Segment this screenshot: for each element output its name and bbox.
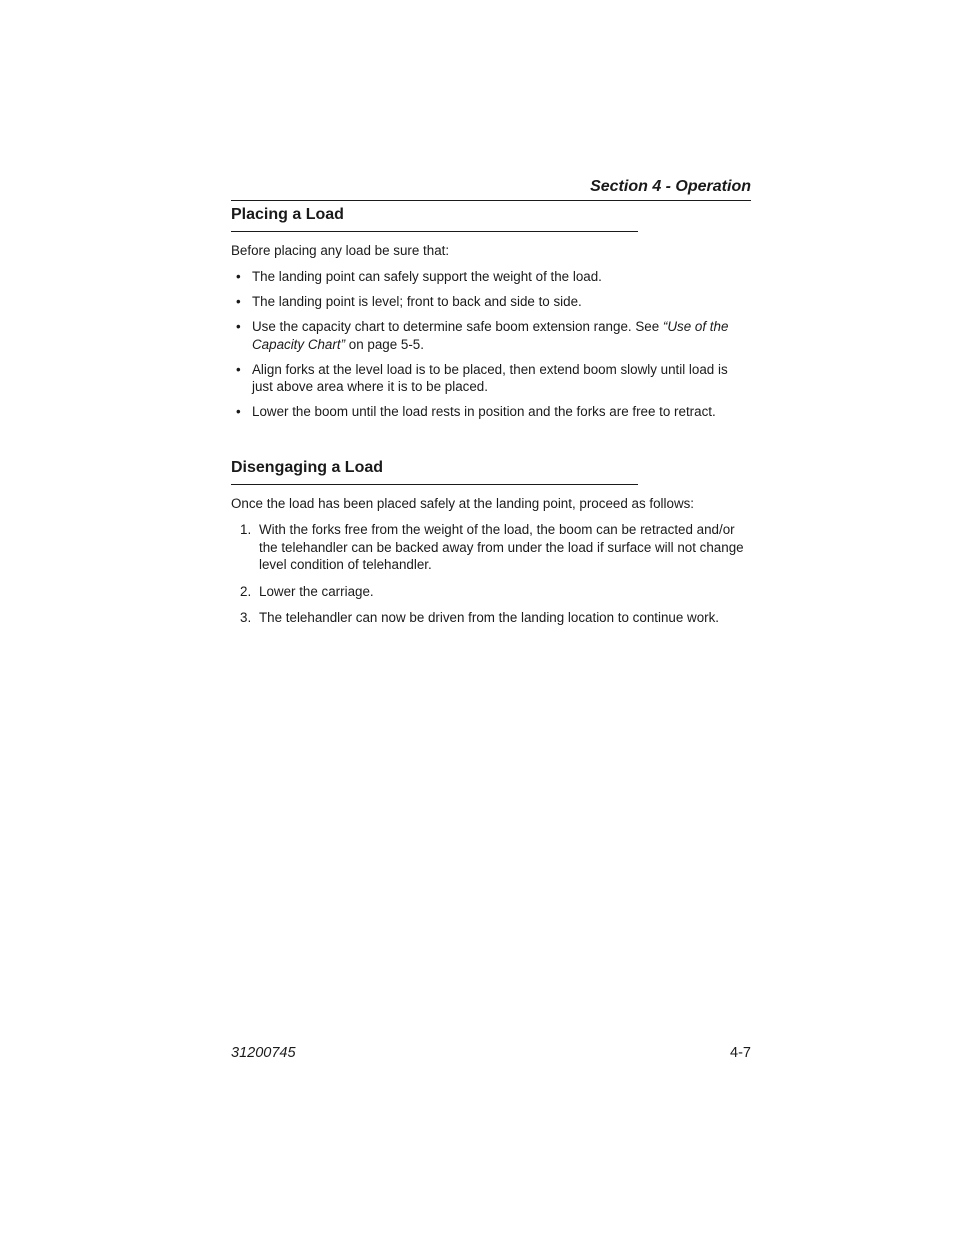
list-item	[231, 403, 751, 421]
list-item-text: The landing point can safely support the weight of the load.	[252, 269, 602, 284]
disengaging-load-steps	[231, 521, 751, 636]
list-item-text: Lower the carriage.	[259, 583, 374, 599]
step-number: 2.	[240, 583, 252, 599]
cross-reference: “Use of the Capacity Chart”	[252, 319, 729, 352]
list-item	[231, 609, 751, 627]
bullet-marker: •	[236, 319, 241, 334]
placing-load-heading: Placing a Load	[231, 205, 638, 232]
list-item	[231, 361, 751, 396]
list-item	[231, 318, 751, 353]
placing-load-checklist	[231, 268, 751, 428]
list-item	[231, 521, 751, 574]
bullet-marker: •	[236, 404, 241, 419]
bullet-marker: •	[236, 269, 241, 284]
list-item	[231, 583, 751, 601]
step-number: 3.	[240, 610, 252, 625]
step-number: 1.	[240, 522, 252, 537]
list-item-text: Lower the boom until the load rests in position and the forks are free to retract.	[252, 404, 716, 419]
list-item-text: Use the capacity chart to determine safe boom extension range. See	[252, 319, 663, 334]
header-rule	[231, 200, 751, 201]
list-item-text-tail: on page 5-5.	[345, 336, 424, 352]
disengaging-load-heading: Disengaging a Load	[231, 458, 638, 485]
list-item-text: Align forks at the level load is to be placed, then extend boom slowly until load is just above area where it is to be placed.	[252, 361, 728, 394]
section-title: Section 4 - Operation	[590, 178, 751, 195]
list-item-text: The telehandler can now be driven from the landing location to continue work.	[259, 610, 720, 625]
list-item-text: With the forks free from the weight of the load, the boom can be retracted and/or the telehandler can be backed away from under the load if surface will not change level condition of telehandler.	[259, 522, 744, 572]
placing-load-intro: Before placing any load be sure that:	[231, 243, 450, 258]
disengaging-load-intro: Once the load has been placed safely at the landing point, proceed as follows:	[231, 496, 695, 511]
bullet-marker: •	[236, 294, 241, 309]
document-number: 31200745	[231, 1045, 296, 1061]
list-item	[231, 268, 751, 286]
bullet-marker: •	[236, 361, 241, 377]
list-item-text: The landing point is level; front to back and side to side.	[252, 294, 582, 309]
list-item	[231, 293, 751, 311]
page-number: 4-7	[730, 1045, 751, 1061]
